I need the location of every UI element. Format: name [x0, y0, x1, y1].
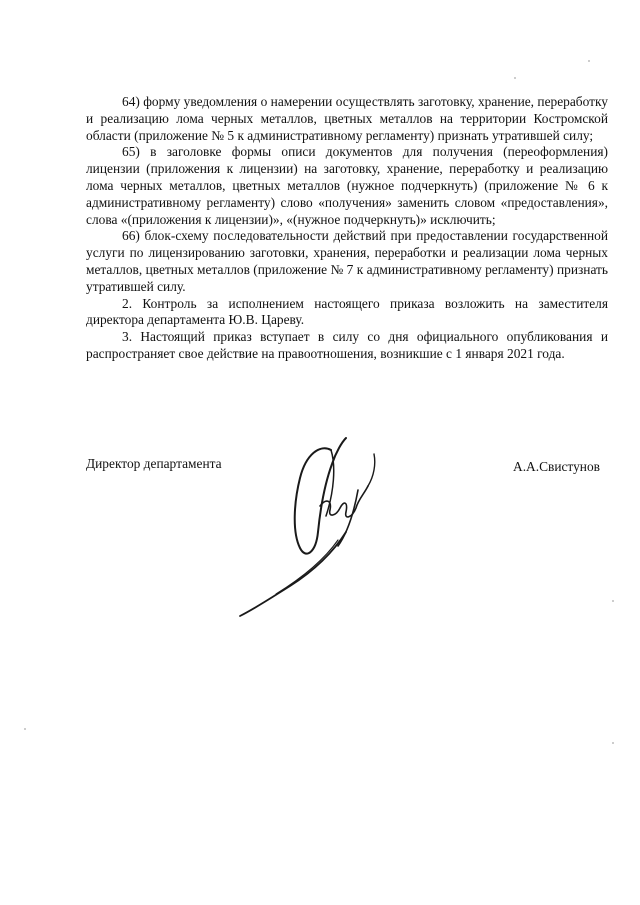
paragraph-3-effective-date: 3. Настоящий приказ вступает в силу со дня официального опубликования и распространяет свое действие на правоотношения, возникшие с 1 января 2021 года.	[86, 329, 608, 361]
scan-speck	[612, 742, 614, 744]
handwritten-signature-icon	[228, 420, 398, 620]
signatory-title: Директор департамента	[86, 456, 222, 471]
paragraph-64: 64) форму уведомления о намерении осуществлять заготовку, хранение, переработку и реализацию лома черных металлов, цветных металлов на территории Костромской области (приложение № 5 к административному регламенту) признать утратившей силу;	[86, 94, 608, 143]
scan-speck	[514, 77, 516, 79]
paragraph-65: 65) в заголовке формы описи документов для получения (переоформления) лицензии (приложения к лицензии) на заготовку, хранение, переработку и реализацию лома черных металлов, цветных металлов (нужное подчеркнуть) (приложение № 6 к административному регламенту) слово «получения» заменить словом «предоставления», слова «(приложения к лицензии)», «(нужное подчеркнуть)» исключить;	[86, 144, 608, 227]
paragraph-2-control: 2. Контроль за исполнением настоящего приказа возложить на заместителя директора департамента Ю.В. Цареву.	[86, 295, 608, 328]
scan-speck	[612, 600, 614, 602]
signatory-name: А.А.Свистунов	[513, 459, 600, 474]
scan-speck	[588, 60, 590, 62]
document-body	[86, 94, 608, 363]
paragraph-66: 66) блок-схему последовательности действий при предоставлении государственной услуги по лицензированию заготовки, хранения, переработки и реализации лома черных металлов, цветных металлов (приложение № 7 к административному регламенту) признать утратившей силу.	[86, 228, 608, 294]
scan-speck	[24, 728, 26, 730]
